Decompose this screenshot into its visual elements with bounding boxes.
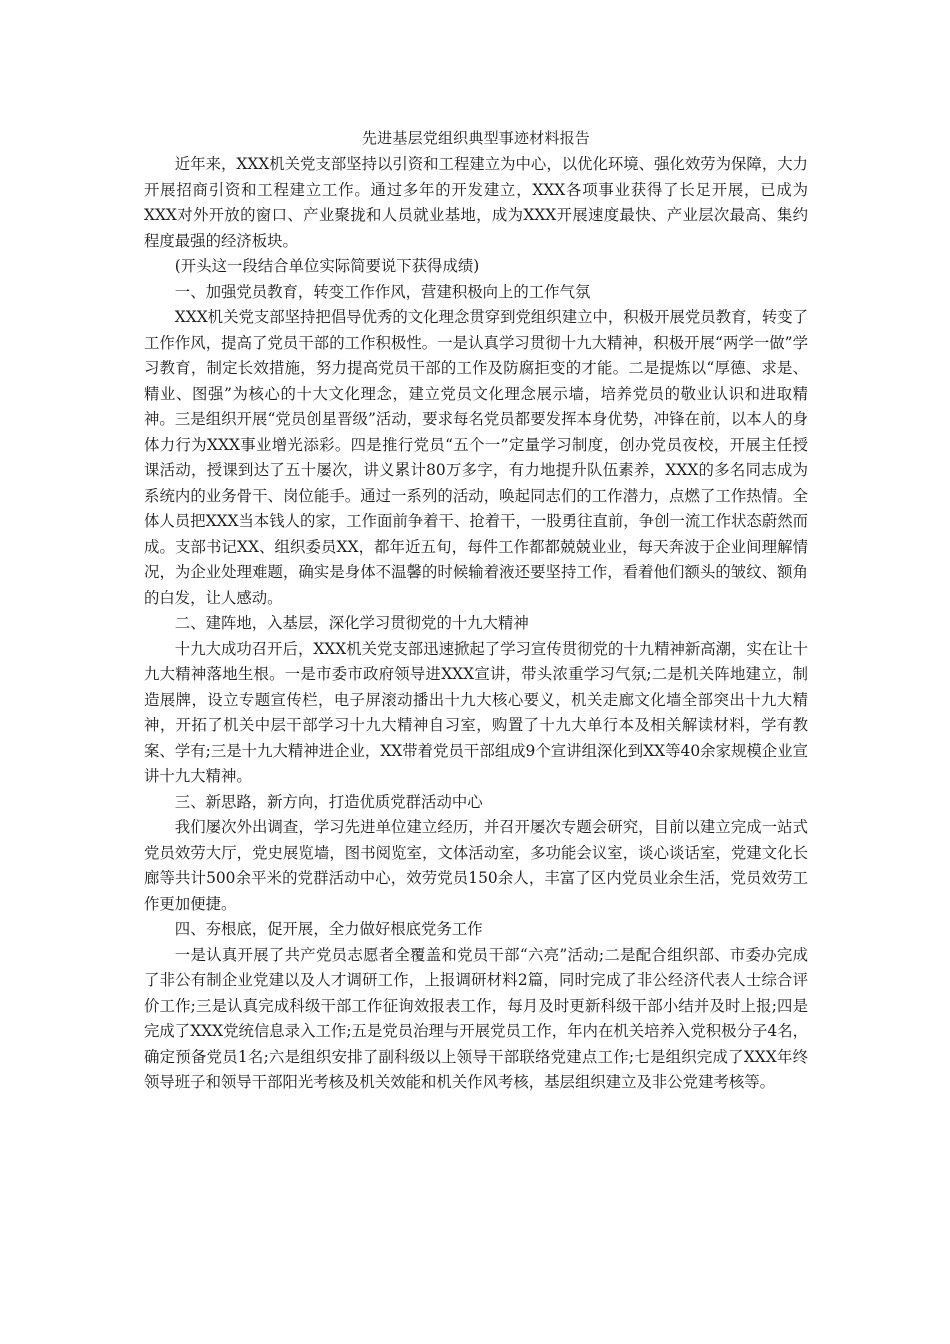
section-body-1: XXX机关党支部坚持把倡导优秀的文化理念贯穿到党组织建立中，积极开展党员教育，转变了工作作风，提高了党员干部的工作积极性。一是认真学习贯彻十九大精神，积极开展“两学一做”学习教育，制定长效措施，努力提高党员干部的工作及防腐拒变的才能。二是提炼以“厚德、求是、精业、图强”为核心的十大文化理念，建立党员文化理念展示墙，培养党员的敬业认识和进取精神。三是组织开展“党员创星晋级”活动，要求每名党员都要发挥本身优势，冲锋在前，以本人的身体力行为XXX事业增光添彩。四是推行党员“五个一”定量学习制度，创办党员夜校，开展主任授课活动，授课到达了五十屡次，讲义累计80万多字，有力地提升队伍素养，XXX的多名同志成为系统内的业务骨干、岗位能手。通过一系列的活动，唤起同志们的工作潜力，点燃了工作热情。全体人员把XXX当本钱人的家，工作面前争着干、抢着干，一股勇往直前，争创一流工作状态蔚然而成。支部书记XX、组织委员XX，都年近五旬，每件工作都都兢兢业业，每天奔波于企业间理解情况，为企业处理难题，确实是身体不温馨的时候输着液还要坚持工作，看着他们额头的皱纹、额角的白发，让人感动。 xyxy=(144,308,808,607)
section-body-2: 十九大成功召开后，XXX机关党支部迅速掀起了学习宣传贯彻党的十九精神新高潮，实在让十九大精神落地生根。一是市委市政府领导进XXX宣讲，带头浓重学习气氛;二是机关阵地建立，制造展牌，设立专题宣传栏，电子屏滚动播出十九大核心要义，机关走廊文化墙全部突出十九大精神，开拓了机关中层干部学习十九大精神自习室，购置了十九大单行本及相关解读材料，学有教案、学有;三是十九大精神进企业，XX带着党员干部组成9个宣讲组深化到XX等40余家规模企业宣讲十九大精神。 xyxy=(144,639,808,785)
section-heading-4: 四、夯根底，促开展，全力做好根底党务工作 xyxy=(174,920,483,938)
section-body-3: 我们屡次外出调查，学习先进单位建立经历，并召开屡次专题会研究，目前以建立完成一站式党员效劳大厅，党史展览墙，图书阅览室，文体活动室，多功能会议室，谈心谈话室，党建文化长廊等共计500余平米的党群活动中心，效劳党员150余人，丰富了区内党员业余生活，党员效劳工作更加便捷。 xyxy=(144,818,808,913)
document-title: 先进基层党组织典型事迹材料报告 xyxy=(361,129,590,147)
intro-paragraph: 近年来，XXX机关党支部坚持以引资和工程建立为中心，以优化环境、强化效劳为保障，大力开展招商引资和工程建立工作。通过多年的开发建立，XXX各项事业获得了长足开展，已成为XXX对外开放的窗口、产业聚拢和人员就业基地，成为XXX开展速度最快、产业层次最高、集约程度最强的经济板块。 xyxy=(144,155,808,250)
document-page xyxy=(144,126,808,1096)
section-heading-3: 三、新思路，新方向，打造优质党群活动中心 xyxy=(174,792,483,811)
section-heading-2: 二、建阵地，入基层，深化学习贯彻党的十九大精神 xyxy=(174,614,529,632)
section-body-4: 一是认真开展了共产党员志愿者全覆盖和党员干部“六亮”活动;二是配合组织部、市委办完成了非公有制企业党建以及人才调研工作，上报调研材料2篇，同时完成了非公经济代表人士综合评价工作;三是认真完成科级干部工作征询效报表工作，每月及时更新科级干部小结并及时上报;四是完成了XXX党统信息录入工作;五是党员治理与开展党员工作，年内在机关培养入党积极分子4名，确定预备党员1名;六是组织安排了副科级以上领导干部联络党建点工作;七是组织完成了XXX年终领导班子和领导干部阳光考核及机关效能和机关作风考核，基层组织建立及非公党建考核等。 xyxy=(144,945,808,1091)
intro-note: (开头这一段结合单位实际简要说下获得成绩) xyxy=(174,257,480,275)
section-heading-1: 一、加强党员教育，转变工作作风，营建积极向上的工作气氛 xyxy=(174,282,591,301)
